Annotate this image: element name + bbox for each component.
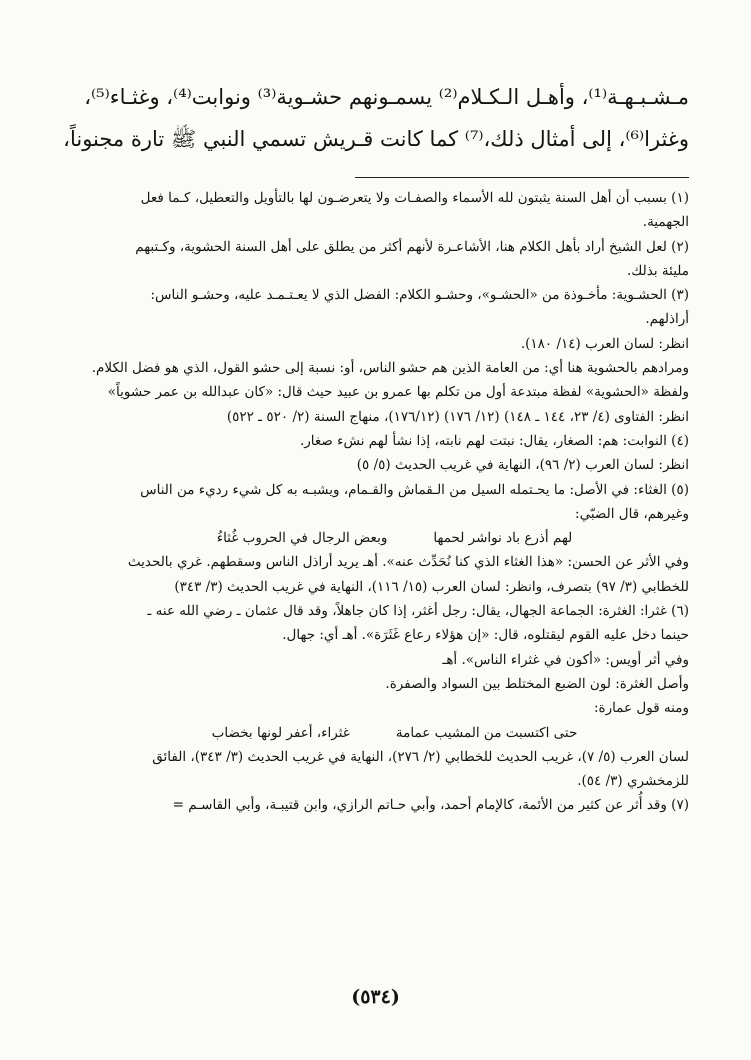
- verse-second-hemistich: وبعض الرجال في الحروب غُثاءُ: [216, 530, 388, 547]
- poetry-verse: [56, 721, 689, 745]
- footnote-line: (١) بسبب أن أهل السنة يثبتون لله الأسماء والصفـات ولا يتعرضـون لها بالتأويل والتعطيل، كـما فعل: [140, 190, 689, 206]
- verse-first-hemistich: لهم أذرع باد نواشر لحمها: [433, 530, 573, 547]
- footnote-line: (٤) النوابت: هم: الصغار، يقال: نبتت لهم نابته، إذا نشأ لهم نشء صغار.: [299, 432, 689, 449]
- footnote-line: ولفظة «الحشوية» لفظة مبتدعة أول من تكلم بها عمرو بن عبيد حيث قال: «كان عبدالله بن عمر حشوياً»: [107, 384, 689, 401]
- footnote-line: وفي الأثر عن الحسن: «هذا الغثاء الذي كنا نُحَدِّث عنه». أهـ يريد أراذل الناس وسقطهم. غري بالحديث: [127, 554, 689, 571]
- footnote-line: وأصل الغثرة: لون الضبع المختلط بين السواد والصفرة.: [385, 675, 689, 692]
- verse-second-hemistich: غثراء، أعفر لونها بخضاب: [211, 724, 350, 741]
- poetry-verse: [56, 526, 689, 550]
- footnote-line: (٦) غثرا: الغثرة: الجماعة الجهال، يقال: رجل أغثر، إذا كان جاهلاً، وقد قال عثمان ـ رضي الله عنه ـ: [147, 603, 689, 620]
- footnote-line: (٢) لعل الشيخ أراد بأهل الكلام هنا، الأشاعـرة لأنهم أكثر من يطلق على أهل السنة الحشوية، وكـتبهم: [135, 238, 689, 255]
- footnote-line: (٧) وقد أُثر عن كثير من الأئمة، كالإمام أحمد، وأبي حـاتم الرازي، وابن قتيبـة، وأبي القاسـم =: [172, 797, 689, 814]
- page-number: (٥٣٤): [351, 986, 400, 1008]
- footnote-line: (٣) الحشـوية: مأخـوذة من «الحشـو»، وحشـو الكلام: الفضل الذي لا يعـتـمـد عليه، وحشـو الناس:: [150, 287, 689, 304]
- footnote-line: انظر: لسان العرب (٢/ ٩٦)، النهاية في غريب الحديث (٥/ ٥): [356, 457, 689, 474]
- main-text: [52, 76, 689, 160]
- main-text-line: وغثرا⁽⁶⁾، إلى أمثال ذلك،⁽⁷⁾ كما كانت قـريش تسمي النبي ﷺ تارة مجنوناً،: [63, 127, 689, 151]
- footnote-line: ومرادهم بالحشوية هنا أي: من العامة الذين هم حشو الناس، أو: نسبة إلى حشو القول، الذي هو فضل الكلام.: [91, 360, 689, 377]
- footnote-line: مليئة بذلك.: [626, 262, 689, 279]
- footnote-line: حينما دخل عليه القوم ليقتلوه، قال: «إن هؤلاء رعاع غَثَرَة». أهـ أي: جهال.: [282, 627, 689, 644]
- footnote-line: لسان العرب (٥/ ٧)، غريب الحديث للخطابي (٢/ ٢٧٦)، النهاية في غريب الحديث (٣/ ٣٤٣)، الفائق: [152, 748, 689, 765]
- footnote-line: وغيرهم، قال الضبّي:: [575, 505, 689, 522]
- footnote-line: (٥) الغثاء: في الأصل: ما يحـتمله السيل من الـقماش والقـمام، ويشبـه به كل شيء رديء من الناس: [140, 481, 689, 498]
- footnote-line: أراذلهم.: [645, 311, 689, 328]
- footnotes: [56, 186, 689, 818]
- footnote-line: ومنه قول عمارة:: [594, 700, 689, 717]
- footnote-separator: [355, 177, 689, 178]
- footnote-line: للزمخشري (٣/ ٥٤).: [577, 773, 689, 790]
- footnote-line: للخطابي (٣/ ٩٧) بتصرف، وانظر: لسان العرب (١٥/ ١١٦)، النهاية في غريب الحديث (٣/ ٣٤٣): [174, 578, 689, 595]
- footnote-line: انظر: الفتاوى (٤/ ٢٣، ١٤٤ ـ ١٤٨) (١٢/ ١٧٦) (١٧٦/١٢)، منهاج السنة (٢/ ٥٢٠ ـ ٥٢٢): [226, 408, 689, 425]
- footnote-line: الجهمية.: [642, 214, 689, 231]
- main-text-line: مـشـبـهـة⁽¹⁾، وأهـل الـكـلام⁽²⁾ يسمـونهم حشـوية⁽³⁾ ونوابت⁽⁴⁾، وغثـاء⁽⁵⁾،: [84, 85, 689, 109]
- footnote-line: وفي أثر أويس: «أكون في غثراء الناس». أهـ: [442, 651, 689, 668]
- footnote-line: انظر: لسان العرب (١٤/ ١٨٠).: [520, 335, 689, 352]
- verse-first-hemistich: حتى اكتسبت من المشيب عمامة: [395, 724, 578, 741]
